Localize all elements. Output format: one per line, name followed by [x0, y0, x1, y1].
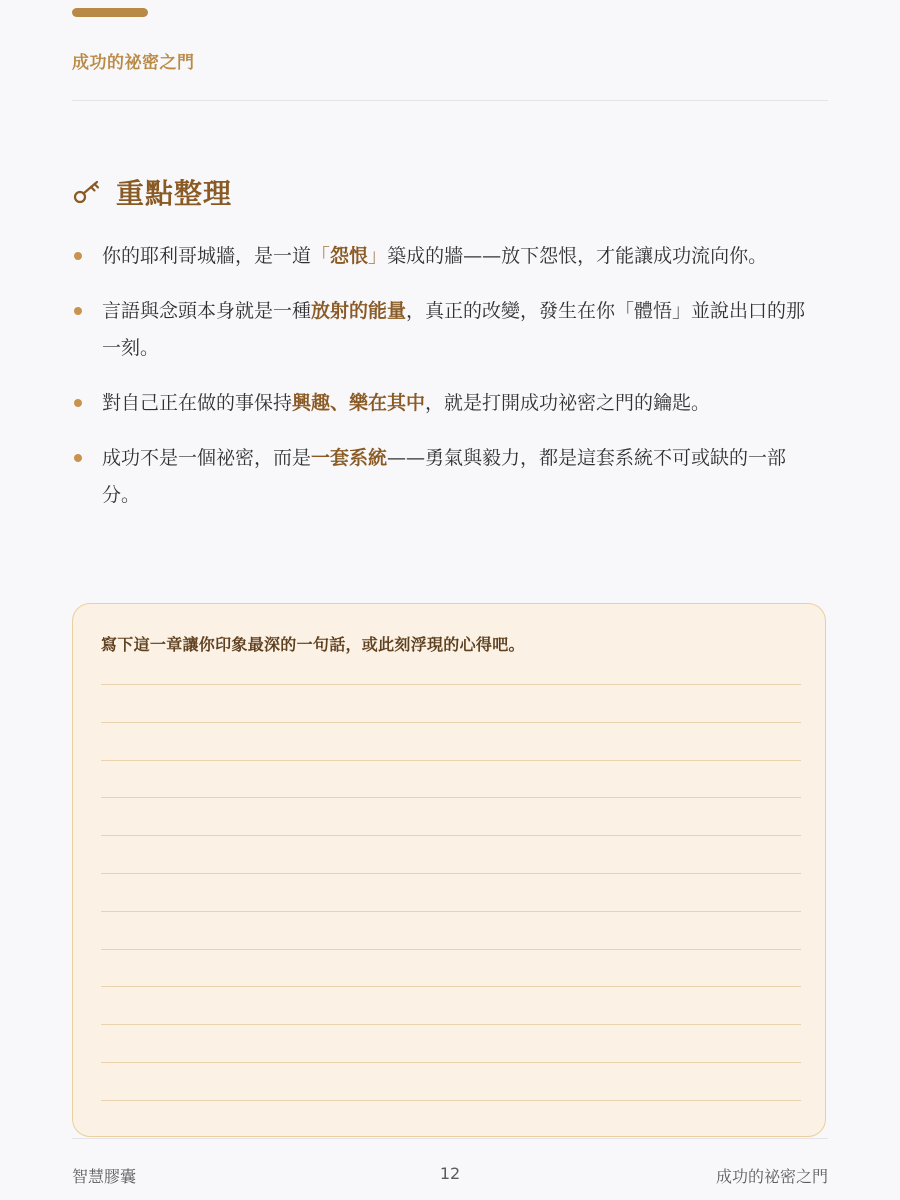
header-title: 成功的祕密之門	[72, 53, 195, 73]
writing-line	[101, 797, 801, 798]
bullet-text: ——勇氣與毅力，都是這套系統不可或缺的一部分。	[102, 447, 787, 506]
bullet-text: 築成的牆——放下怨恨，才能讓成功流向你。	[387, 245, 768, 267]
bullet-dot	[74, 454, 82, 462]
bullet-text: 「	[311, 245, 331, 267]
writing-line	[101, 1062, 801, 1063]
bullet-dot	[74, 252, 82, 260]
writing-line	[101, 986, 801, 987]
page-number: 12	[439, 1164, 461, 1183]
bullet-dot	[74, 399, 82, 407]
list-item	[72, 238, 822, 275]
list-item	[72, 293, 822, 367]
bullet-text: 」	[368, 245, 388, 267]
highlighted-text: 放射的能量	[311, 300, 407, 322]
writing-line	[101, 1100, 801, 1101]
writing-line	[101, 684, 801, 685]
section-title: 重點整理	[116, 177, 233, 210]
key-icon	[72, 177, 102, 207]
writing-line	[101, 722, 801, 723]
writing-line	[101, 760, 801, 761]
writing-line	[101, 835, 801, 836]
highlighted-text: 興趣、樂在其中	[292, 392, 426, 414]
footer-book-title: 智慧膠囊	[72, 1167, 137, 1186]
bullet-text: ，真正的改變，發生在你「體悟」並說出口的那一刻。	[102, 300, 806, 359]
bullet-text: 成功不是一個祕密，而是	[102, 447, 312, 469]
writing-line	[101, 911, 801, 912]
footer-divider	[72, 1138, 828, 1139]
writing-line	[101, 949, 801, 950]
writing-line	[101, 873, 801, 874]
key-points-list	[72, 238, 822, 532]
footer-chapter-title: 成功的祕密之門	[715, 1167, 828, 1186]
bullet-text: ，就是打開成功祕密之門的鑰匙。	[425, 392, 711, 414]
bullet-text: 言語與念頭本身就是一種	[102, 300, 312, 322]
list-item	[72, 385, 822, 422]
highlighted-text: 怨恨	[330, 245, 369, 267]
bullet-text: 你的耶利哥城牆，是一道	[102, 245, 312, 267]
section-heading	[72, 170, 232, 214]
bullet-dot	[74, 307, 82, 315]
writing-line	[101, 1024, 801, 1025]
journal-prompt: 寫下這一章讓你印象最深的一句話，或此刻浮現的心得吧。	[101, 635, 525, 654]
highlighted-text: 一套系統	[311, 447, 388, 469]
list-item	[72, 440, 822, 514]
bullet-text: 對自己正在做的事保持	[102, 392, 293, 414]
journal-box[interactable]	[72, 603, 826, 1137]
top-accent-bar	[72, 8, 148, 17]
header-divider	[72, 100, 828, 101]
